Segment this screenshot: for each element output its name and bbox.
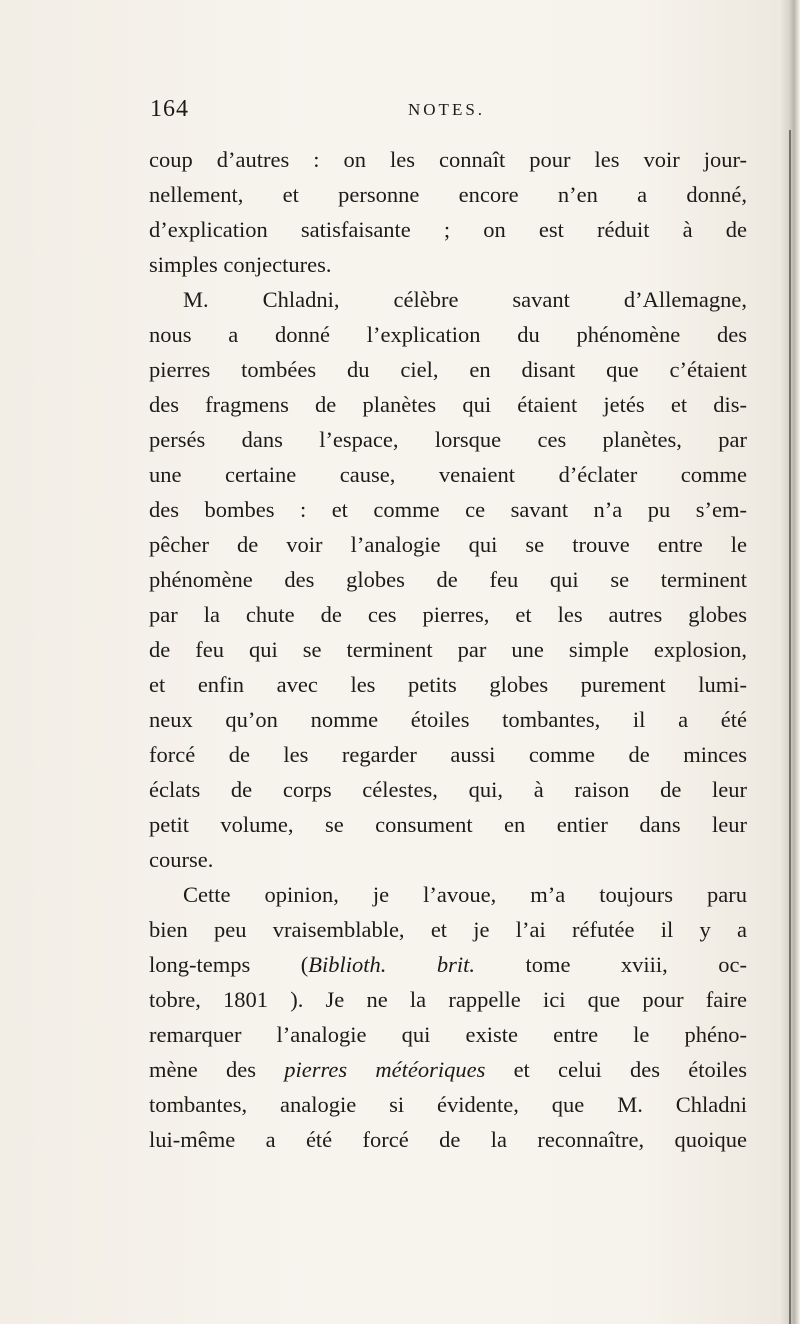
text-line: éclats de corps célestes, qui, à raison de leur [149, 777, 747, 802]
text-line: coup d’autres : on les connaît pour les voir jour- [149, 147, 747, 172]
text-line: d’explication satisfaisante ; on est réduit à de [149, 217, 747, 242]
text-line: forcé de les regarder aussi comme de minces [149, 742, 747, 767]
text-line: bien peu vraisemblable, et je l’ai réfutée il y a [149, 917, 747, 942]
running-head: NOTES. [408, 100, 486, 119]
body-text [149, 142, 747, 1157]
text-line: de feu qui se terminent par une simple explosion, [149, 637, 747, 662]
text-line: une certaine cause, venaient d’éclater comme [149, 462, 747, 487]
text-line: course. [149, 847, 214, 872]
text-line: par la chute de ces pierres, et les autres globes [149, 602, 747, 627]
text-line: lui-même a été forcé de la reconnaître, quoique [149, 1127, 747, 1152]
text-line: simples conjectures. [149, 252, 332, 277]
text-line: remarquer l’analogie qui existe entre le phéno- [149, 1022, 747, 1047]
text-line: nous a donné l’explication du phénomène des [149, 322, 747, 347]
text-fragment: mène des [149, 1057, 285, 1082]
text-line: M. Chladni, célèbre savant d’Allemagne, [183, 287, 747, 312]
page-header [150, 96, 730, 132]
text-line: pêcher de voir l’analogie qui se trouve entre le [149, 532, 747, 557]
text-line: tobre, 1801 ). Je ne la rappelle ici que pour faire [149, 987, 747, 1012]
page-edge-line [789, 130, 791, 1324]
text-line: des fragmens de planètes qui étaient jetés et dis- [149, 392, 747, 417]
page-number: 164 [150, 96, 189, 122]
text-fragment: et celui des étoiles [485, 1057, 747, 1082]
text-line: tombantes, analogie si évidente, que M. Chladni [149, 1092, 747, 1117]
text-line [149, 1052, 747, 1087]
text-line: persés dans l’espace, lorsque ces planètes, par [149, 427, 747, 452]
text-line: phénomène des globes de feu qui se terminent [149, 567, 747, 592]
text-line: petit volume, se consument en entier dans leur [149, 812, 747, 837]
text-line: pierres tombées du ciel, en disant que c’étaient [149, 357, 747, 382]
text-fragment: long-temps ( [149, 952, 309, 977]
text-line [149, 947, 747, 982]
text-line: Cette opinion, je l’avoue, m’a toujours paru [183, 882, 747, 907]
text-line: et enfin avec les petits globes purement lumi- [149, 672, 747, 697]
text-line: des bombes : et comme ce savant n’a pu s’em- [149, 497, 747, 522]
text-line: nellement, et personne encore n’en a donné, [149, 182, 747, 207]
italic-term: pierres météoriques [284, 1057, 486, 1082]
text-fragment: tome xviii, oc- [474, 952, 748, 977]
text-line: neux qu’on nomme étoiles tombantes, il a été [149, 707, 747, 732]
citation-italic: Biblioth. brit. [308, 952, 475, 977]
